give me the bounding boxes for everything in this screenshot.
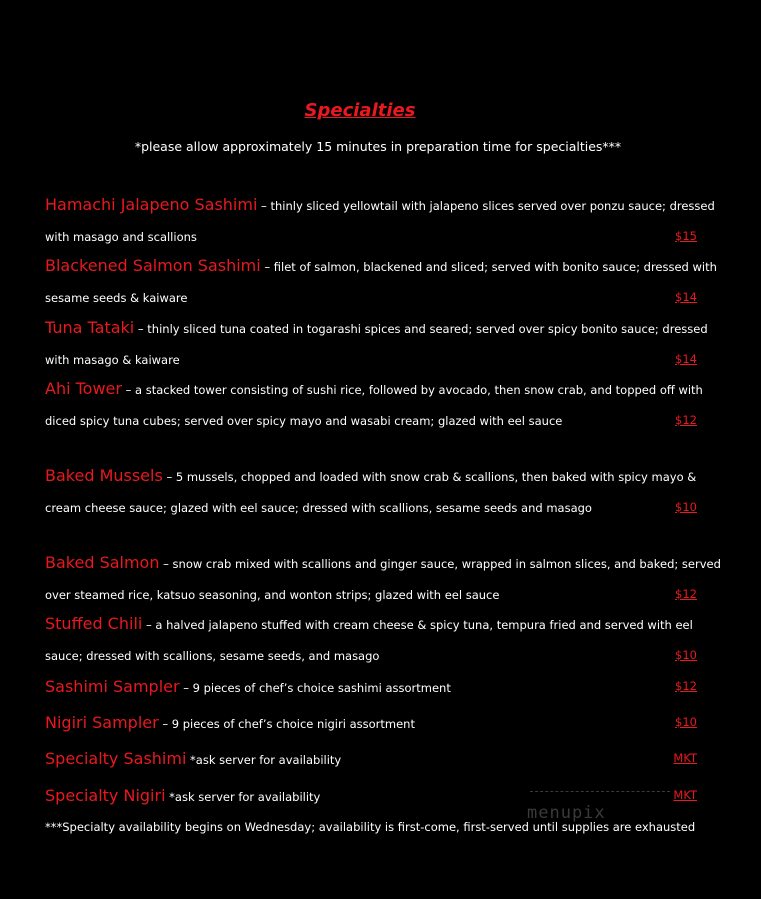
item-name: Stuffed Chili: [45, 614, 143, 633]
item-name: Baked Mussels: [45, 466, 163, 485]
item-description: – snow crab mixed with scallions and ginger sauce, wrapped in salmon slices, and baked; served: [159, 557, 721, 571]
menu-item-blackened-salmon-sashimi: [45, 256, 717, 305]
menu-item-tuna-tataki: [45, 318, 715, 367]
item-description-cont: with masago & kaiware: [45, 353, 180, 367]
item-price: MKT: [673, 788, 697, 802]
item-description: – filet of salmon, blackened and sliced; served with bonito sauce; dressed with: [260, 260, 717, 274]
item-description: – thinly sliced yellowtail with jalapeno slices served over ponzu sauce; dressed: [257, 199, 715, 213]
menu-item-nigiri-sampler: [45, 713, 715, 734]
item-description-cont: cream cheese sauce; glazed with eel sauce; dressed with scallions, sesame seeds and masago: [45, 501, 592, 515]
item-price: $14: [675, 290, 697, 304]
availability-footnote: ***Specialty availability begins on Wednesday; availability is first-come, first-served until supplies are exhausted: [45, 820, 696, 834]
item-description-cont: diced spicy tuna cubes; served over spicy mayo and wasabi cream; glazed with eel sauce: [45, 414, 563, 428]
item-price: $12: [675, 679, 697, 693]
menu-item-stuffed-chili: [45, 614, 715, 663]
item-name: Blackened Salmon Sashimi: [45, 256, 261, 275]
item-description: *ask server for availability: [186, 753, 342, 767]
item-name: Tuna Tataki: [45, 318, 135, 337]
item-price: MKT: [673, 751, 697, 765]
item-description-cont: over steamed rice, katsuo seasoning, and wonton strips; glazed with eel sauce: [45, 588, 500, 602]
menu-item-ahi-tower: [45, 379, 715, 428]
item-description: – 9 pieces of chef’s choice sashimi assortment: [179, 681, 451, 695]
menu-item-hamachi-jalapeno-sashimi: [45, 195, 715, 244]
watermark-logo: menupix: [527, 803, 606, 823]
item-name: Specialty Sashimi: [45, 749, 187, 768]
item-price: $15: [675, 229, 697, 243]
item-description: *ask server for availability: [165, 790, 321, 804]
item-price: $12: [675, 413, 697, 427]
item-description-cont: with masago and scallions: [45, 230, 197, 244]
item-description: – a stacked tower consisting of sushi rice, followed by avocado, then snow crab, and topped off with: [121, 383, 703, 397]
item-price: $12: [675, 587, 697, 601]
item-price: $10: [675, 715, 697, 729]
page-title: Specialties: [304, 100, 416, 121]
item-name: Ahi Tower: [45, 379, 122, 398]
item-description-cont: sesame seeds & kaiware: [45, 291, 188, 305]
item-description: – 9 pieces of chef’s choice nigiri assortment: [158, 717, 415, 731]
item-price: $10: [675, 500, 697, 514]
menu-item-sashimi-sampler: [45, 677, 715, 698]
item-name: Specialty Nigiri: [45, 786, 166, 805]
item-name: Nigiri Sampler: [45, 713, 159, 732]
menu-item-baked-salmon: [45, 553, 721, 602]
menu-item-specialty-sashimi: [45, 749, 715, 770]
item-name: Baked Salmon: [45, 553, 160, 572]
item-name: Sashimi Sampler: [45, 677, 180, 696]
menu-item-baked-mussels: [45, 466, 715, 515]
item-description: – 5 mussels, chopped and loaded with snow crab & scallions, then baked with spicy mayo &: [162, 470, 697, 484]
item-name: Hamachi Jalapeno Sashimi: [45, 195, 258, 214]
item-description-cont: sauce; dressed with scallions, sesame seeds, and masago: [45, 649, 380, 663]
menu-item-specialty-nigiri: [45, 786, 715, 807]
watermark-divider: [530, 791, 670, 792]
item-price: $10: [675, 648, 697, 662]
item-price: $14: [675, 352, 697, 366]
preparation-note: *please allow approximately 15 minutes in preparation time for specialties***: [134, 139, 622, 154]
item-description: – thinly sliced tuna coated in togarashi spices and seared; served over spicy bonito sauce; dressed: [134, 322, 708, 336]
item-description: – a halved jalapeno stuffed with cream cheese & spicy tuna, tempura fried and served with eel: [142, 618, 693, 632]
